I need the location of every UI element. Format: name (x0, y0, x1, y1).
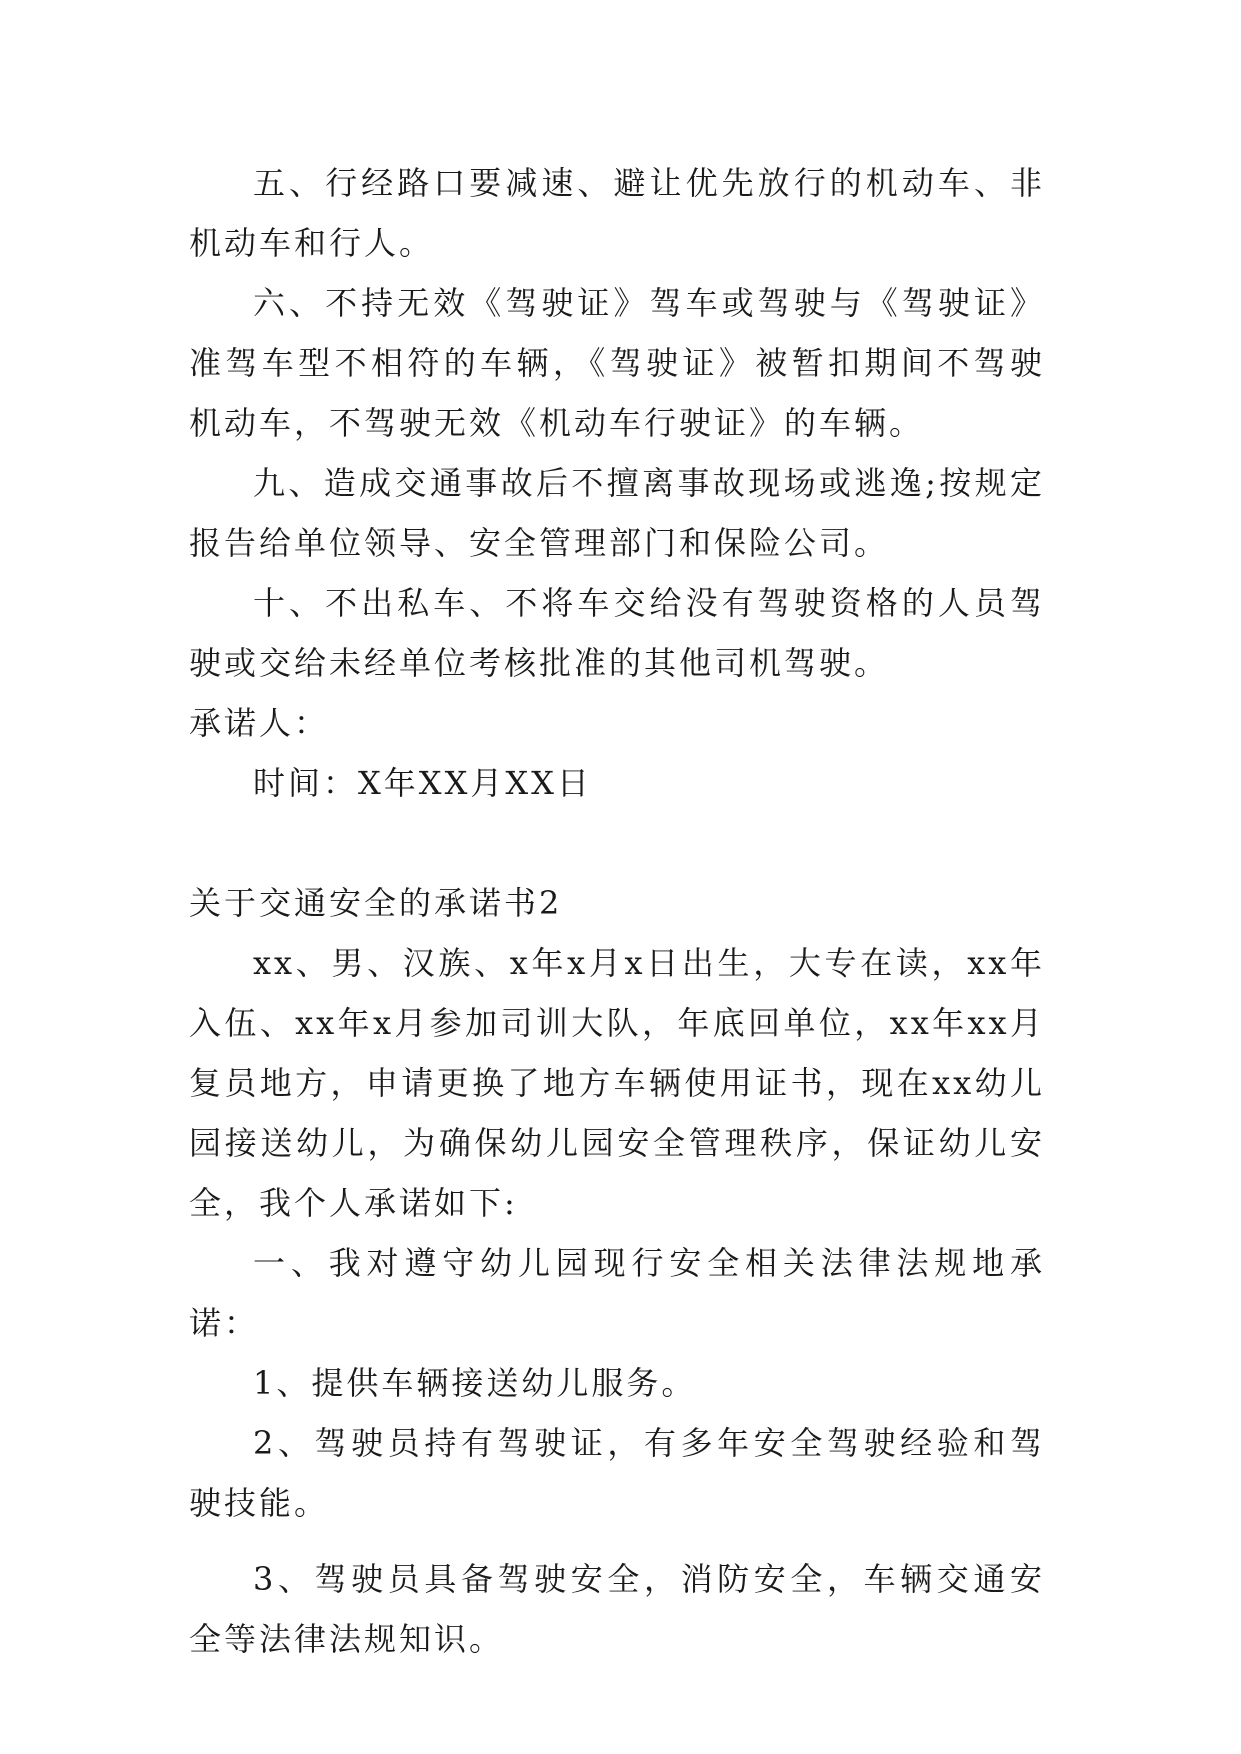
commitment-item-3: 3、驾驶员具备驾驶安全，消防安全，车辆交通安全等法律法规知识。 (189, 1560, 1045, 1658)
commitment-item-1: 1、提供车辆接送幼儿服务。 (253, 1364, 697, 1402)
paragraph-item-6: 六、不持无效《驾驶证》驾车或驾驶与《驾驶证》准驾车型不相符的车辆，《驾驶证》被暂扣期间不驾驶机动车，不驾驶无效《机动车行驶证》的车辆。 (189, 284, 1045, 442)
commitment-item-2: 2、驾驶员持有驾驶证，有多年安全驾驶经验和驾驶技能。 (189, 1424, 1045, 1522)
intro-paragraph: xx、男、汉族、x年x月x日出生，大专在读，xx年入伍、xx年x月参加司训大队，年底回单位，xx年xx月复员地方，申请更换了地方车辆使用证书，现在xx幼儿园接送幼儿，为确保幼儿园安全管理秩序，保证幼儿安全，我个人承诺如下: (189, 944, 1045, 1222)
commitment-heading: 一、我对遵守幼儿园现行安全相关法律法规地承诺： (189, 1244, 1045, 1342)
paragraph-item-10: 十、不出私车、不将车交给没有驾驶资格的人员驾驶或交给未经单位考核批准的其他司机驾驶。 (189, 584, 1045, 682)
section-spacer (189, 813, 1045, 873)
paragraph-item-9: 九、造成交通事故后不擅离事故现场或逃逸;按规定报告给单位领导、安全管理部门和保险公司。 (189, 464, 1045, 562)
section-title: 关于交通安全的承诺书2 (189, 884, 563, 922)
promiser-label: 承诺人： (189, 704, 330, 742)
document-body (189, 153, 1045, 1669)
paragraph-spacer (189, 1533, 1045, 1549)
date-line: 时间：X年XX月XX日 (253, 764, 592, 802)
paragraph-item-5: 五、行经路口要减速、避让优先放行的机动车、非机动车和行人。 (189, 164, 1045, 262)
